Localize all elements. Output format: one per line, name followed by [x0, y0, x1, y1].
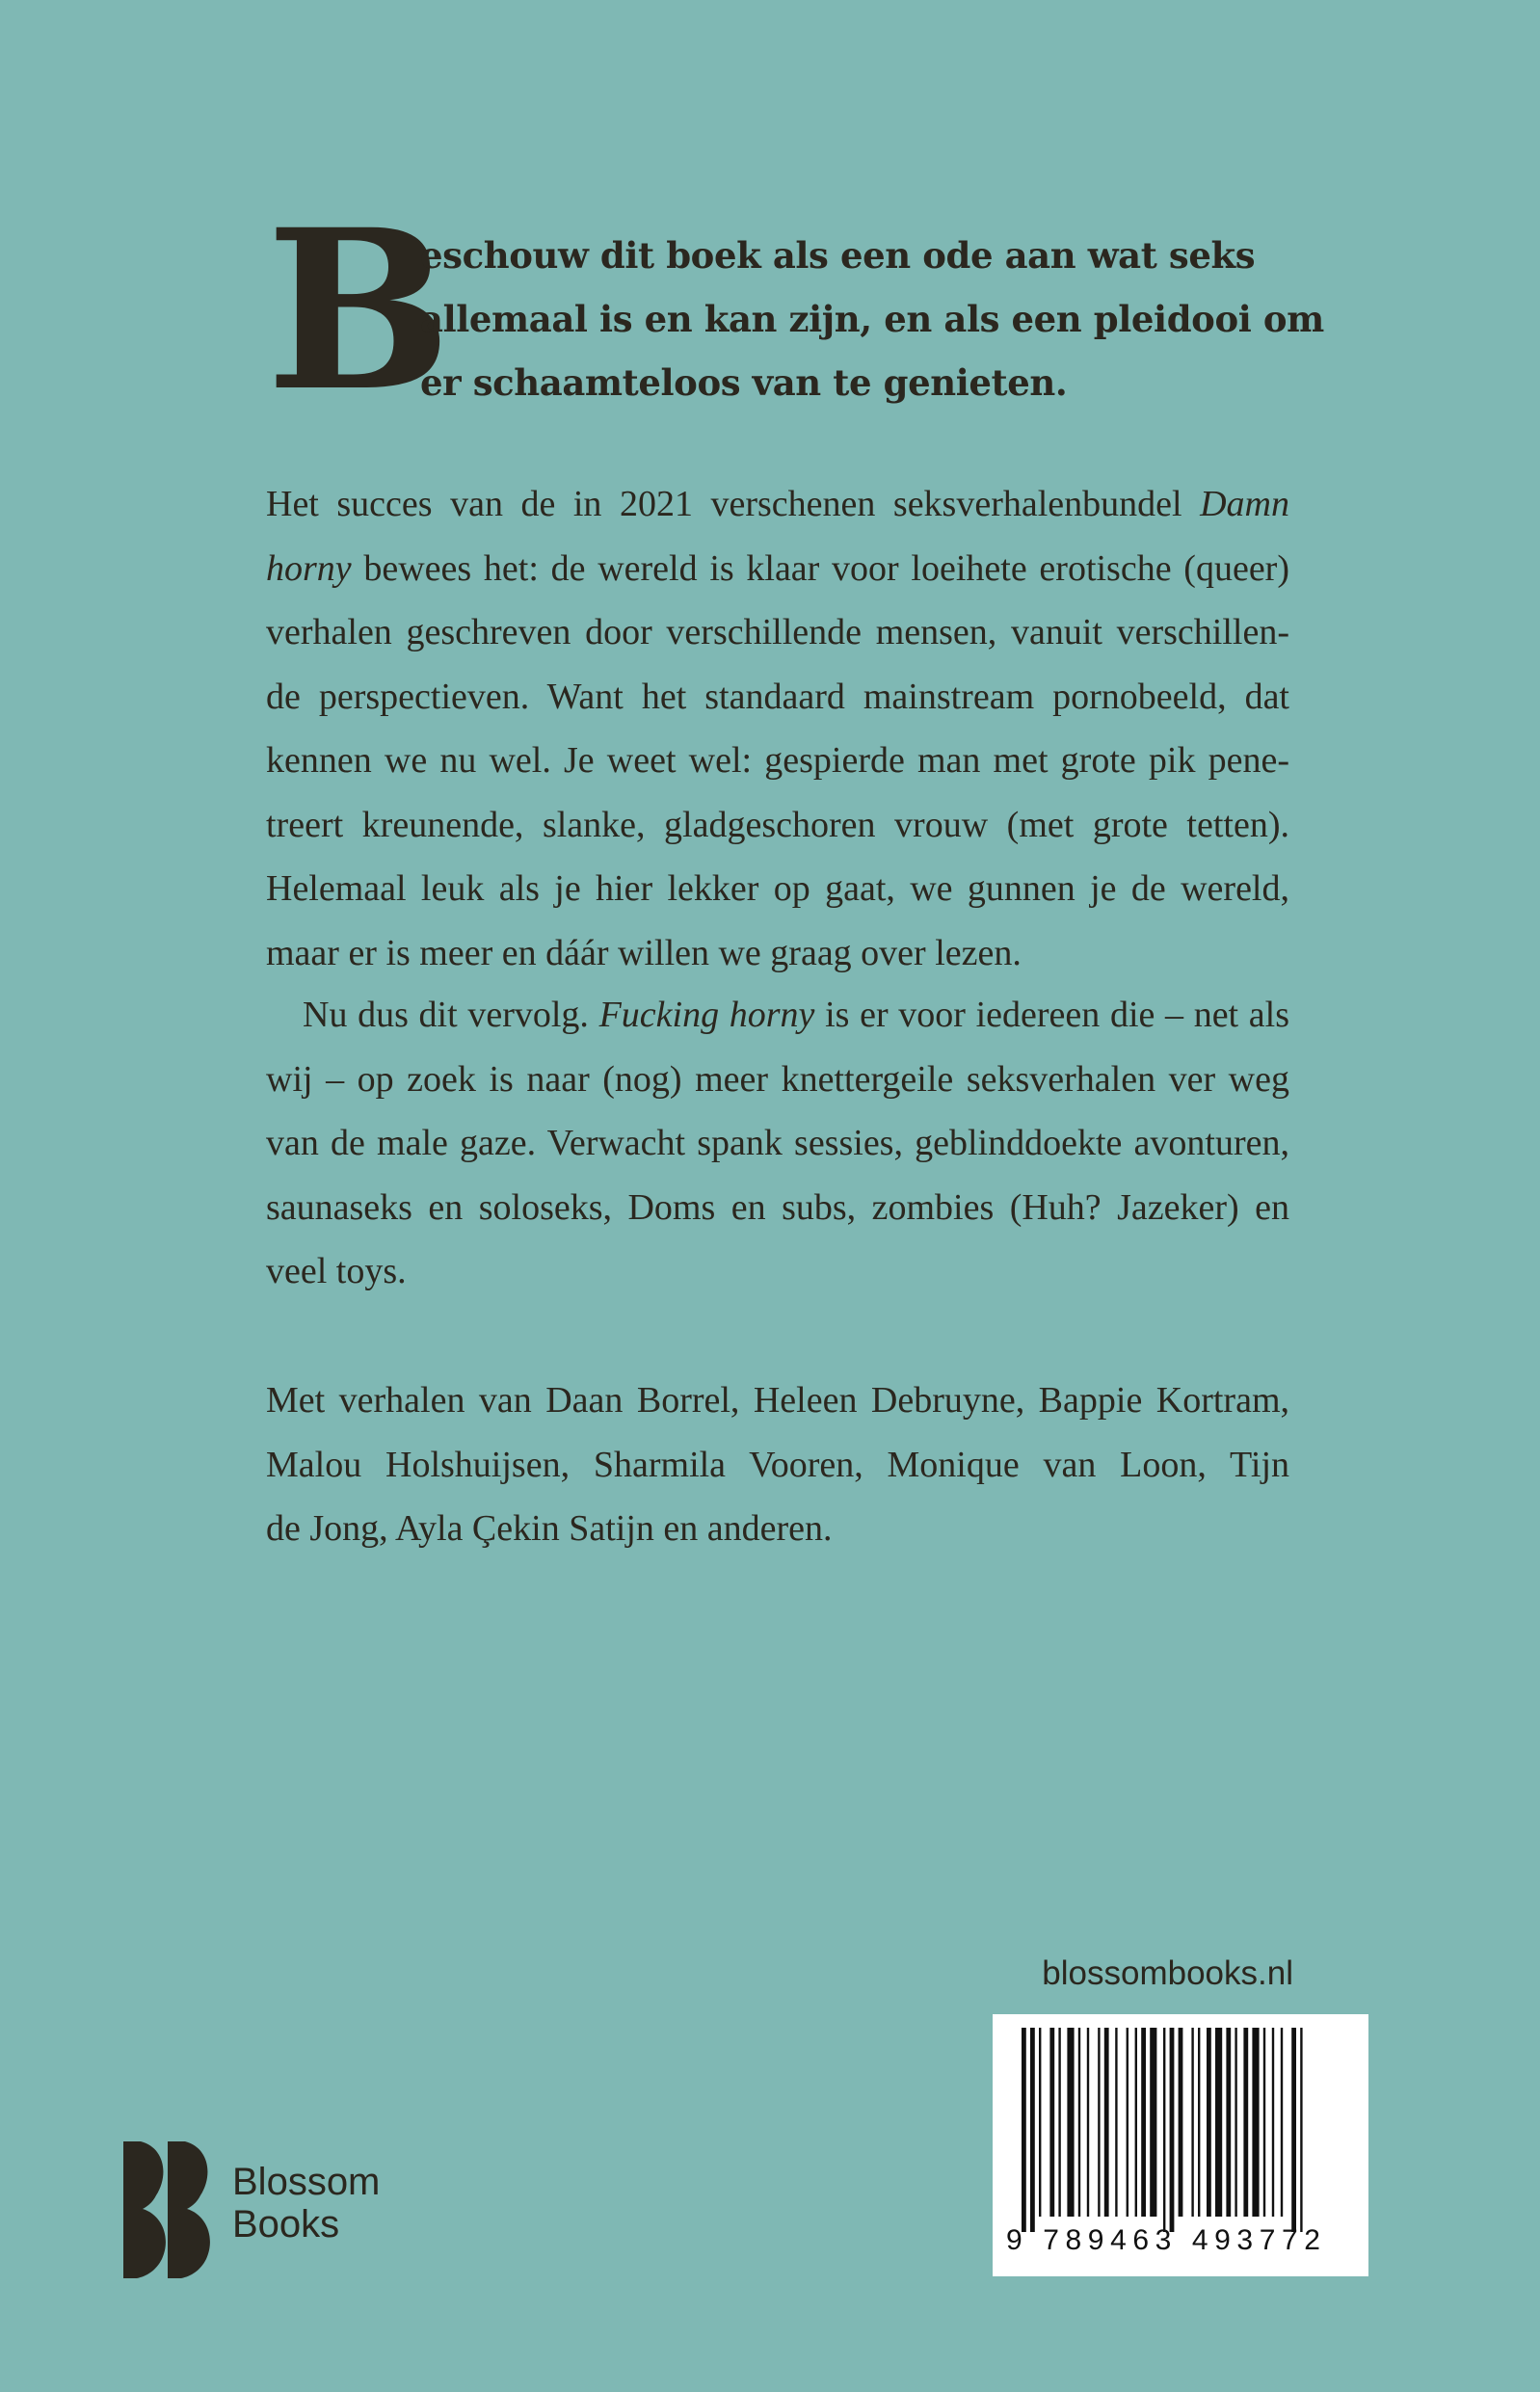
barcode-bar — [1198, 2028, 1200, 2217]
p1-line-1 — [266, 472, 1289, 537]
barcode-bar — [1170, 2028, 1175, 2232]
p1-line-1-text: Het succes van de in 2021 verschenen seksverhalenbundel — [266, 484, 1201, 524]
barcode-bar — [1127, 2028, 1128, 2217]
paragraph-1 — [266, 472, 1289, 985]
p2-line-4: saunaseks en soloseks, Doms en subs, zombies (Huh? Jazeker) en — [266, 1186, 1289, 1228]
barcode-bar — [1215, 2028, 1222, 2217]
barcode-bar — [1098, 2028, 1100, 2217]
barcode-bar — [1087, 2028, 1089, 2217]
title-horny: horny — [266, 547, 352, 589]
publisher-website[interactable]: blossombooks.nl — [1042, 1954, 1293, 1992]
barcode-bar — [1049, 2028, 1054, 2217]
barcode-bar — [1281, 2028, 1283, 2217]
p2-line-1-text-a: Nu dus dit vervolg. — [303, 995, 599, 1035]
p2-line-1-text-b: is er voor iedereen die – net als — [814, 995, 1289, 1035]
paragraph-2 — [266, 983, 1289, 1304]
p1-line-3: verhalen geschreven door verschillende mensen, vanuit verschillen- — [266, 612, 1289, 652]
barcode-bar — [1115, 2028, 1117, 2217]
authors-line-3: de Jong, Ayla Çekin Satijn en anderen. — [266, 1508, 833, 1549]
barcode-bar — [1150, 2028, 1156, 2217]
barcode-bar — [1243, 2028, 1248, 2217]
isbn-number: 9 789463 493772 — [1006, 2224, 1327, 2256]
barcode-bar — [1078, 2028, 1080, 2217]
barcode-bar — [1163, 2028, 1165, 2232]
title-fucking-horny: Fucking horny — [598, 995, 815, 1035]
p2-line-2: wij – op zoek is naar (nog) meer knettergeile seksverhalen ver weg — [266, 1058, 1289, 1100]
barcode-bar — [1300, 2028, 1302, 2232]
barcode-bar — [1191, 2028, 1193, 2217]
intro-line-3: er schaamteloos van te genieten. — [420, 361, 1068, 404]
barcode-bar — [1207, 2028, 1211, 2217]
intro-line-1: eschouw dit boek als een ode aan wat seks — [420, 234, 1256, 277]
logo-line-1: Blossom — [232, 2161, 381, 2203]
barcode-bar — [1067, 2028, 1074, 2217]
barcode-bar — [1252, 2028, 1259, 2217]
p1-line-2 — [266, 537, 1289, 601]
authors-list — [266, 1369, 1289, 1561]
p1-line-5: kennen we nu wel. Je weet wel: gespierde man met grote pik pene- — [266, 740, 1289, 781]
p2-line-3: van de male gaze. Verwacht spank sessies, geblinddoekte avonturen, — [266, 1123, 1289, 1163]
barcode-bar — [1058, 2028, 1060, 2217]
blossom-books-logo — [232, 2161, 380, 2246]
blossom-books-logo-icon — [123, 2141, 216, 2278]
p2-line-1 — [266, 983, 1289, 1048]
barcode-bar — [1135, 2028, 1137, 2217]
intro-text — [420, 224, 1324, 414]
barcode-bar — [1226, 2028, 1231, 2217]
barcode-bar — [1291, 2028, 1296, 2232]
drop-cap: B — [266, 181, 446, 439]
barcode-bar — [1235, 2028, 1236, 2217]
barcode-bar — [1022, 2028, 1026, 2232]
p1-line-4: de perspectieven. Want het standaard mainstream pornobeeld, dat — [266, 676, 1289, 717]
barcode-bar — [1039, 2028, 1041, 2217]
p1-line-2-text: bewees het: de wereld is klaar voor loeihete erotische (queer) — [351, 547, 1289, 589]
barcode-bar — [1104, 2028, 1109, 2217]
intro-line-2: allemaal is en kan zijn, en als een pleidooi om — [420, 298, 1324, 340]
p1-line-6: treert kreunende, slanke, gladgeschoren vrouw (met grote tetten). — [266, 804, 1289, 845]
barcode-bar — [1263, 2028, 1265, 2217]
authors-line-2: Malou Holshuijsen, Sharmila Vooren, Monique van Loon, Tijn — [266, 1444, 1289, 1485]
logo-line-2: Books — [232, 2203, 340, 2246]
barcode-bar — [1141, 2028, 1146, 2217]
barcode-bar — [1030, 2028, 1035, 2232]
p1-line-7: Helemaal leuk als je hier lekker op gaat, we gunnen je de wereld, — [266, 868, 1289, 909]
title-damn: Damn — [1200, 484, 1289, 524]
p2-line-5: veel toys. — [266, 1251, 407, 1291]
barcode — [993, 2014, 1368, 2276]
barcode-bar — [1179, 2028, 1183, 2217]
barcode-bar — [1272, 2028, 1274, 2217]
authors-line-1: Met verhalen van Daan Borrel, Heleen Debruyne, Bappie Kortram, — [266, 1380, 1289, 1421]
p1-line-8: maar er is meer en dáár willen we graag over lezen. — [266, 932, 1022, 973]
